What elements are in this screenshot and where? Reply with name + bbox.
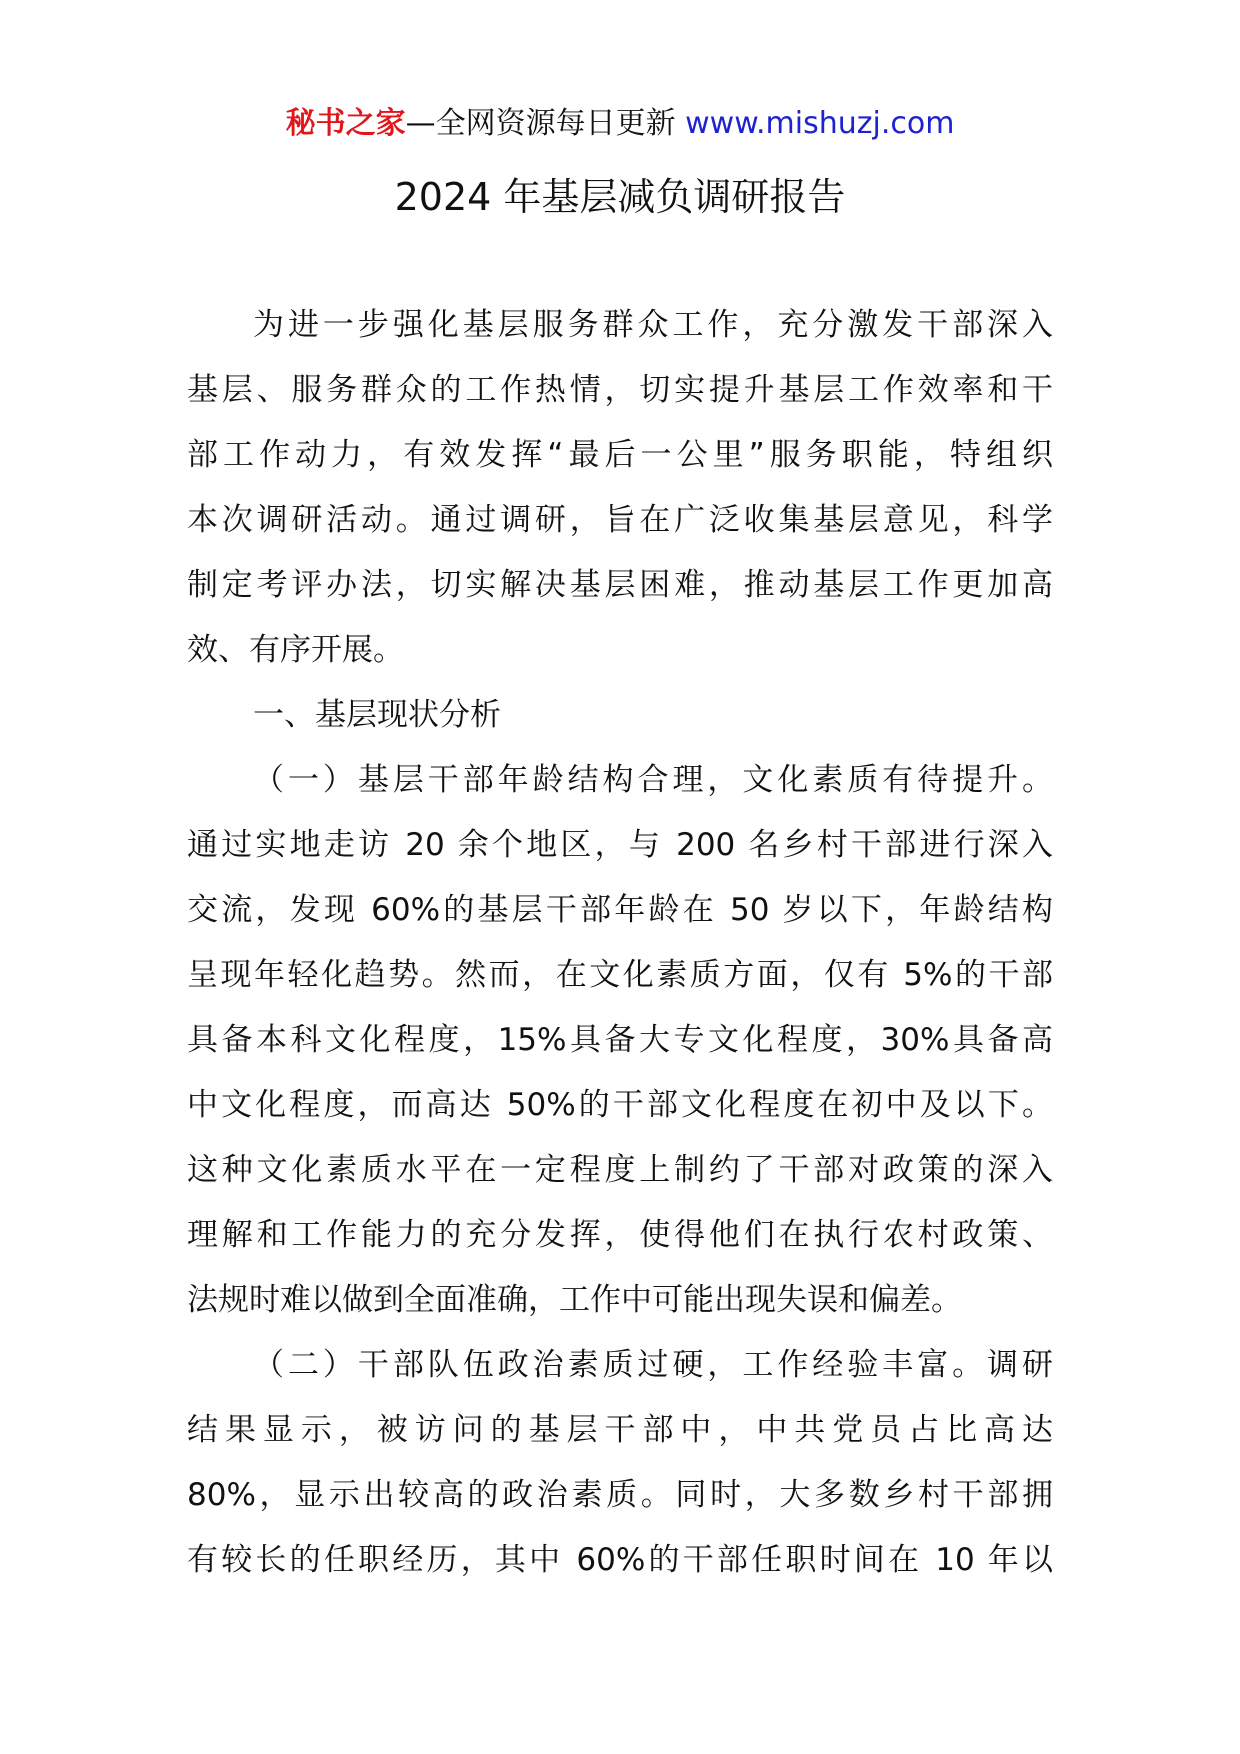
text-line: 80%，显示出较高的政治素质。同时，大多数乡村干部拥 [187, 1477, 1053, 1513]
document-body [187, 293, 1053, 1593]
text-line: 理解和工作能力的充分发挥，使得他们在执行农村政策、 [187, 1217, 1053, 1253]
header-slogan: 全网资源每日更新 [435, 106, 676, 141]
text-line: 制定考评办法，切实解决基层困难，推动基层工作更加高 [187, 567, 1053, 603]
text-line: 法规时难以做到全面准确，工作中可能出现失误和偏差。 [187, 1282, 962, 1318]
subsection-heading: （二）干部队伍政治素质过硬，工作经验丰富。调研 [253, 1347, 1053, 1383]
text-line: 为进一步强化基层服务群众工作，充分激发干部深入 [253, 307, 1053, 343]
header-separator: — [405, 106, 436, 141]
text-line: 本次调研活动。通过调研，旨在广泛收集基层意见，科学 [187, 502, 1053, 538]
site-url-link[interactable]: www.mishuzj.com [685, 106, 955, 141]
text-line: 通过实地走访 20 余个地区，与 200 名乡村干部进行深入 [187, 827, 1053, 863]
site-header [0, 104, 1240, 144]
text-line: 呈现年轻化趋势。然而，在文化素质方面，仅有 5%的干部 [187, 957, 1053, 993]
section-heading: 一、基层现状分析 [253, 697, 501, 733]
brand-name: 秘书之家 [285, 106, 406, 141]
text-line: 交流，发现 60%的基层干部年龄在 50 岁以下，年龄结构 [187, 892, 1053, 928]
text-line: 基层、服务群众的工作热情，切实提升基层工作效率和干 [187, 372, 1053, 408]
text-line: 中文化程度，而高达 50%的干部文化程度在初中及以下。 [187, 1087, 1053, 1123]
document-title: 2024 年基层减负调研报告 [394, 175, 846, 219]
text-line: 效、有序开展。 [187, 632, 404, 668]
text-line: 有较长的任职经历，其中 60%的干部任职时间在 10 年以 [187, 1542, 1053, 1578]
subsection-heading: （一）基层干部年龄结构合理，文化素质有待提升。 [253, 762, 1053, 798]
text-line: 部工作动力，有效发挥“最后一公里”服务职能，特组织 [187, 437, 1053, 473]
text-line: 这种文化素质水平在一定程度上制约了干部对政策的深入 [187, 1152, 1053, 1188]
text-line: 结果显示，被访问的基层干部中，中共党员占比高达 [187, 1412, 1053, 1448]
text-line: 具备本科文化程度，15%具备大专文化程度，30%具备高 [187, 1022, 1053, 1058]
